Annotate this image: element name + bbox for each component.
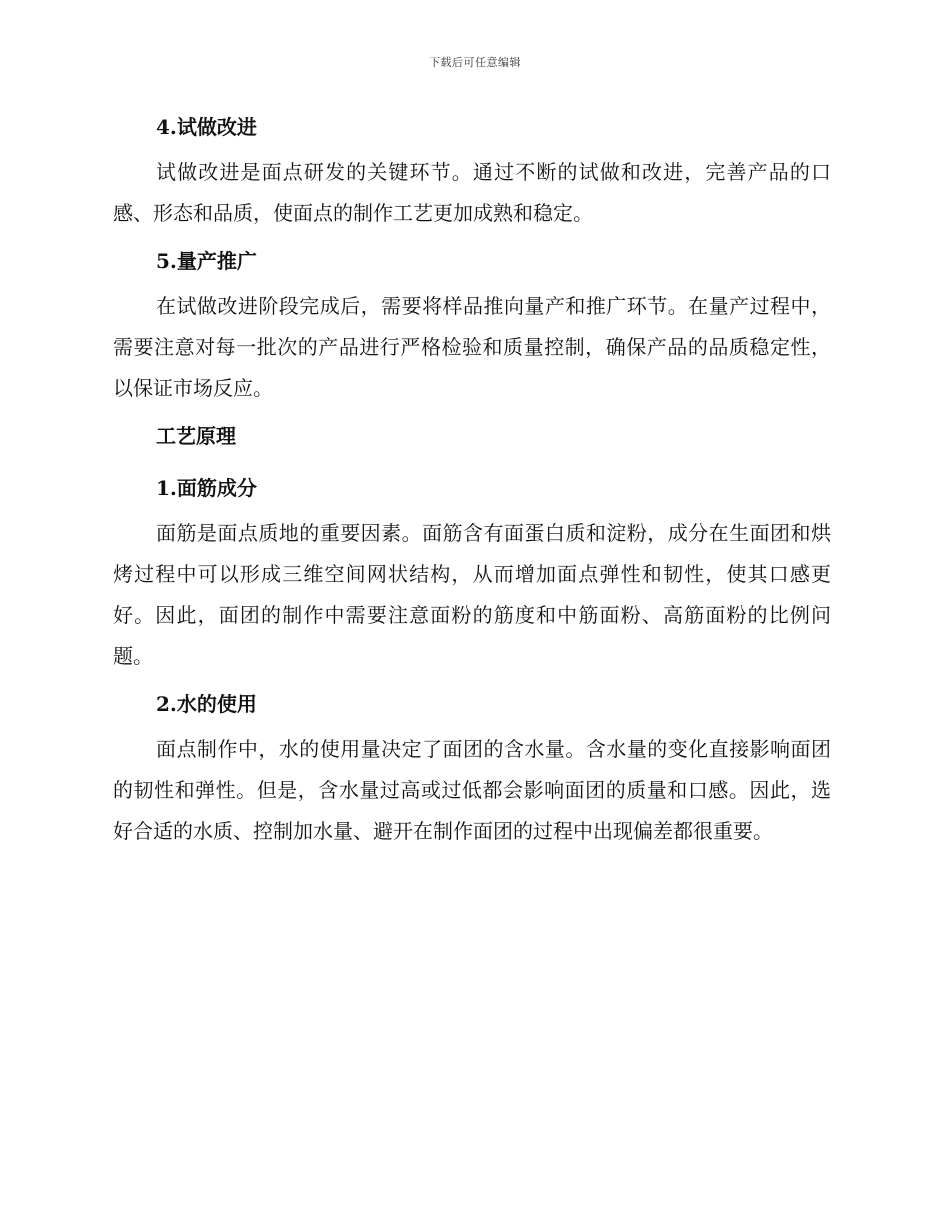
section-paragraph-mass-production: 在试做改进阶段完成后，需要将样品推向量产和推广环节。在量产过程中，需要注意对每一批次的产品进行严格检验和质量控制，确保产品的品质稳定性，以保证市场反应。 [113,294,831,400]
page-header: 下载后可任意编辑 [429,56,521,69]
section-heading-gluten: 1.面筋成分 [156,476,257,500]
section-heading-mass-production: 5.量产推广 [156,249,257,273]
document-body [113,110,831,852]
section-heading-water: 2.水的使用 [156,692,257,716]
section-heading-principle: 工艺原理 [156,424,236,448]
section-heading-trial: 4.试做改进 [156,115,257,139]
section-paragraph-gluten: 面筋是面点质地的重要因素。面筋含有面蛋白质和淀粉，成分在生面团和烘烤过程中可以形成三维空间网状结构，从而增加面点弹性和韧性，使其口感更好。因此，面团的制作中需要注意面粉的筋度和中筋面粉、高筋面粉的比例问题。 [113,521,831,668]
section-paragraph-water: 面点制作中，水的使用量决定了面团的含水量。含水量的变化直接影响面团的韧性和弹性。但是，含水量过高或过低都会影响面团的质量和口感。因此，选好合适的水质、控制加水量、避开在制作面团的过程中出现偏差都很重要。 [113,737,831,843]
section-paragraph-trial: 试做改进是面点研发的关键环节。通过不断的试做和改进，完善产品的口感、形态和品质，使面点的制作工艺更加成熟和稳定。 [113,160,831,225]
